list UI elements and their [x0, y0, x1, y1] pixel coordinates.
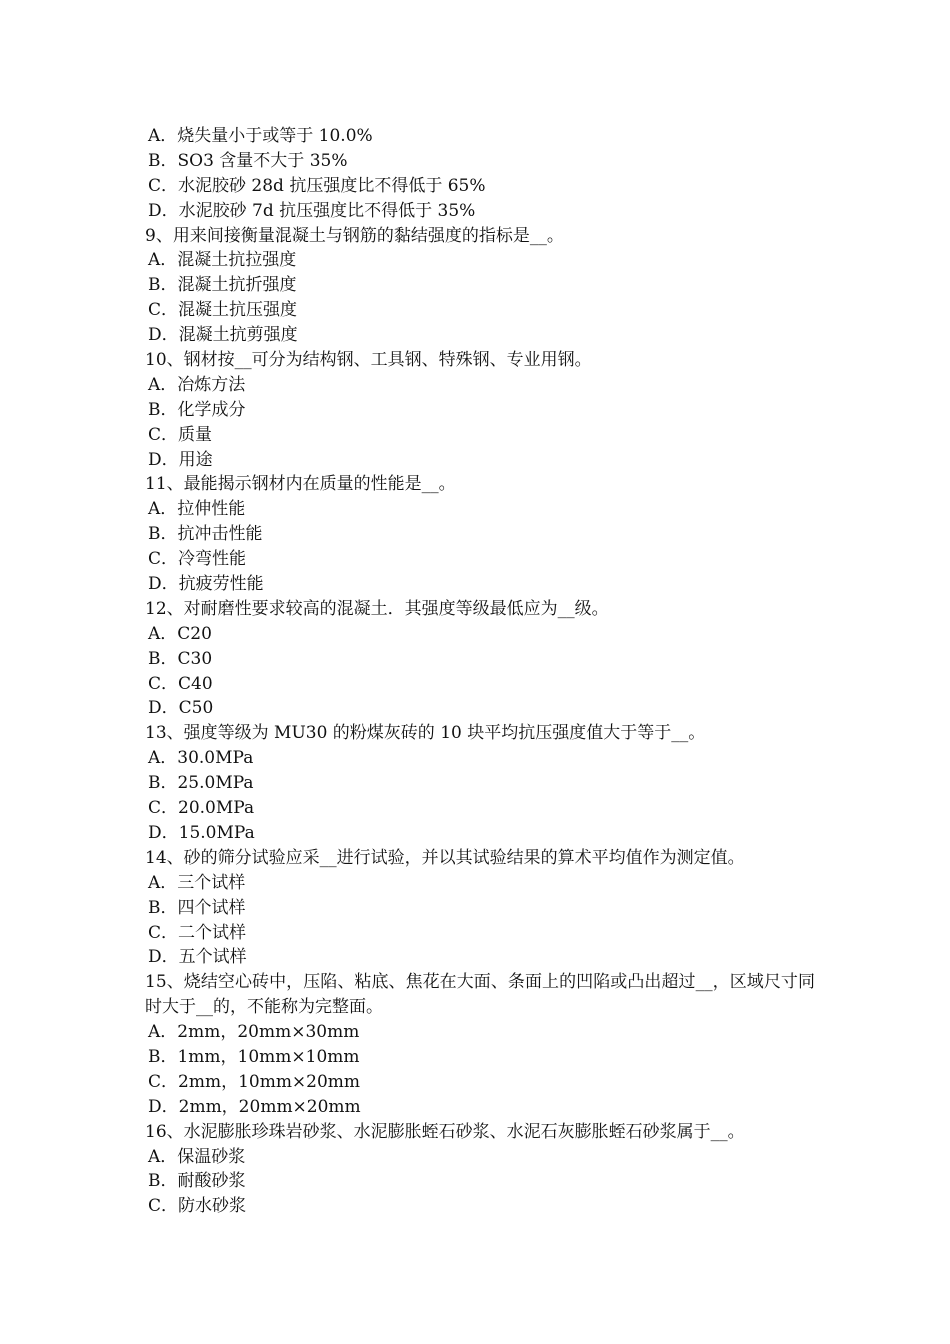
answer-option: D．水泥胶砂 7d 抗压强度比不得低于 35%: [148, 200, 476, 221]
answer-option: C．二个试样: [148, 922, 247, 943]
answer-option: A．30.0MPa: [148, 748, 254, 769]
question-text: 11、最能揭示钢材内在质量的性能是__。: [145, 474, 456, 495]
answer-option: D．五个试样: [148, 947, 247, 968]
answer-option: D．15.0MPa: [148, 822, 255, 843]
answer-option: C．质量: [148, 424, 213, 445]
question-text: 16、水泥膨胀珍珠岩砂浆、水泥膨胀蛭石砂浆、水泥石灰膨胀蛭石砂浆属于__。: [145, 1121, 745, 1142]
question-text: 14、砂的筛分试验应采__进行试验，并以其试验结果的算术平均值作为测定值。: [145, 847, 745, 868]
answer-option: B．C30: [148, 648, 213, 669]
answer-option: C．C40: [148, 673, 213, 694]
answer-option: A．烧失量小于或等于 10.0%: [148, 126, 373, 146]
answer-option: C．2mm，10mm×20mm: [148, 1071, 361, 1092]
answer-option: C．冷弯性能: [148, 549, 247, 570]
answer-option: A．混凝土抗拉强度: [148, 250, 297, 271]
answer-option: D．抗疲劳性能: [148, 574, 264, 595]
answer-option: B．混凝土抗折强度: [148, 275, 297, 296]
answer-option: A．2mm，20mm×30mm: [148, 1022, 360, 1043]
answer-option: B．SO3 含量不大于 35%: [148, 150, 348, 171]
answer-option: C．20.0MPa: [148, 798, 255, 819]
answer-option: A．三个试样: [148, 872, 246, 893]
answer-option: C．防水砂浆: [148, 1196, 247, 1217]
answer-option: B．抗冲击性能: [148, 524, 263, 545]
answer-option: B．1mm，10mm×10mm: [148, 1047, 360, 1067]
answer-option: B．25.0MPa: [148, 773, 254, 794]
answer-option: C．水泥胶砂 28d 抗压强度比不得低于 65%: [148, 175, 486, 196]
answer-option: A．C20: [148, 623, 212, 644]
answer-option: B．化学成分: [148, 399, 246, 420]
answer-option: D．混凝土抗剪强度: [148, 325, 298, 346]
question-text: 12、对耐磨性要求较高的混凝土．其强度等级最低应为__级。: [145, 598, 609, 619]
document-body: [145, 124, 815, 1219]
answer-option: C．混凝土抗压强度: [148, 300, 298, 321]
answer-option: D．2mm，20mm×20mm: [148, 1096, 361, 1117]
answer-option: A．保温砂浆: [148, 1146, 246, 1167]
answer-option: A．拉伸性能: [148, 499, 246, 520]
answer-option: B．四个试样: [148, 897, 246, 918]
answer-option: B．耐酸砂浆: [148, 1171, 246, 1192]
answer-option: D．C50: [148, 698, 214, 719]
question-text: 9、用来间接衡量混凝土与钢筋的黏结强度的指标是__。: [145, 225, 564, 246]
question-text: 15、烧结空心砖中，压陷、粘底、焦花在大面、条面上的凹陷或凸出超过__，区域尺寸同时大于__的，不能称为完整面。: [145, 972, 815, 1018]
answer-option: D．用途: [148, 449, 213, 470]
question-text: 13、强度等级为 MU30 的粉煤灰砖的 10 块平均抗压强度值大于等于__。: [145, 723, 706, 744]
answer-option: A．冶炼方法: [148, 374, 246, 395]
question-text: 10、钢材按__可分为结构钢、工具钢、特殊钢、专业用钢。: [145, 350, 592, 371]
